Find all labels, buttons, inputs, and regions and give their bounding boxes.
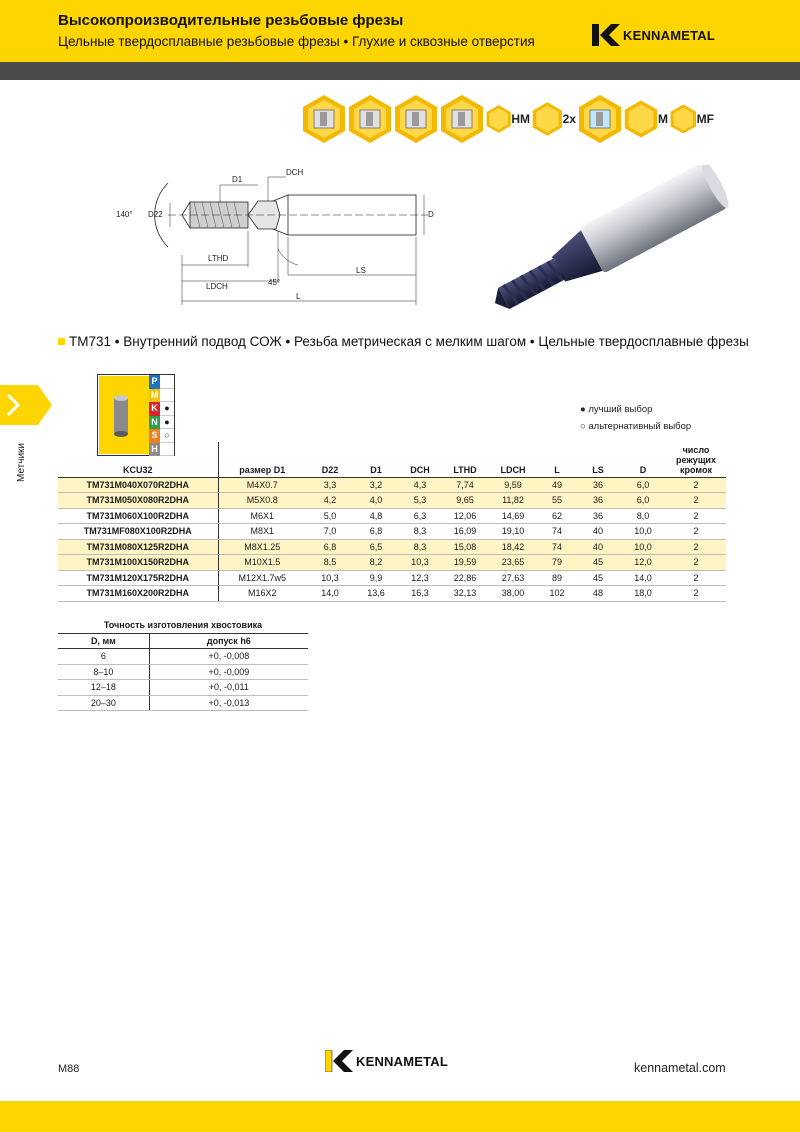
table-cell: 9,65 <box>442 493 488 509</box>
tolerance-header: D, мм <box>58 634 149 649</box>
table-cell: 8,2 <box>354 555 398 571</box>
label-d22: D22 <box>148 210 163 219</box>
section-title-text: TM731 • Внутренний подвод СОЖ • Резьба метрическая с мелким шагом • Цельные твердосплавные фрезы <box>69 334 749 349</box>
table-cell: 19,10 <box>488 524 538 540</box>
tolerance-row <box>58 695 308 711</box>
side-tab-arrow <box>0 385 52 425</box>
side-label: Метчики <box>16 442 27 482</box>
label-ls: LS <box>356 266 366 275</box>
brand-name: KENNAMETAL <box>623 27 716 43</box>
table-cell: 55 <box>538 493 576 509</box>
tolerance-cell: 20–30 <box>58 695 149 711</box>
tolerance-row <box>58 664 308 680</box>
legend-best-text: лучший выбор <box>588 404 653 415</box>
column-header: D22 <box>306 442 354 477</box>
table-cell: 16,3 <box>398 586 442 602</box>
material-mark: ○ <box>160 429 174 443</box>
table-cell: 7,74 <box>442 477 488 493</box>
table-cell: 79 <box>538 555 576 571</box>
table-cell: 14,0 <box>620 570 666 586</box>
label-45: 45° <box>268 278 281 287</box>
table-cell: 9,9 <box>354 570 398 586</box>
material-letter: H <box>149 443 160 457</box>
section-bullet <box>58 338 65 345</box>
page-subtitle: Цельные твердосплавные резьбовые фрезы • Глухие и сквозные отверстия <box>58 34 535 49</box>
table-row <box>58 586 726 602</box>
table-cell: 40 <box>576 539 620 555</box>
table-cell: 2 <box>666 508 726 524</box>
product-code: TM731MF080X100R2DHA <box>58 524 218 540</box>
kennametal-k-icon <box>325 1050 353 1072</box>
header-bar <box>0 62 800 80</box>
table-cell: 3,2 <box>354 477 398 493</box>
table-cell: 6,8 <box>306 539 354 555</box>
table-cell: 5,0 <box>306 508 354 524</box>
table-row <box>58 539 726 555</box>
table-cell: 36 <box>576 493 620 509</box>
table-cell: 45 <box>576 555 620 571</box>
table-cell: 45 <box>576 570 620 586</box>
table-cell: M16X2 <box>218 586 306 602</box>
table-cell: 4,0 <box>354 493 398 509</box>
thread-profile-icon <box>440 94 484 144</box>
legend-alternative-text: альтернативный выбор <box>588 421 692 432</box>
hex-label: MF <box>696 112 714 126</box>
table-cell: 9,59 <box>488 477 538 493</box>
table-cell: 36 <box>576 477 620 493</box>
table-cell: 6,0 <box>620 493 666 509</box>
table-cell: 10,3 <box>398 555 442 571</box>
m-icon <box>624 94 668 144</box>
tolerance-row <box>58 649 308 665</box>
table-cell: 8,3 <box>398 524 442 540</box>
hex-label: HM <box>511 112 530 126</box>
label-dch: DCH <box>286 168 304 177</box>
table-row <box>58 524 726 540</box>
website-link[interactable]: kennametal.com <box>634 1061 726 1075</box>
column-header: LS <box>576 442 620 477</box>
table-cell: 36 <box>576 508 620 524</box>
table-cell: 8,5 <box>306 555 354 571</box>
label-l: L <box>296 292 301 301</box>
tolerance-cell: +0, -0,009 <box>149 664 308 680</box>
blind-hole-icon <box>302 94 346 144</box>
table-row <box>58 477 726 493</box>
table-cell: 40 <box>576 524 620 540</box>
application-icon-row <box>302 94 714 144</box>
column-header: KCU32 <box>58 442 218 477</box>
table-cell: 14,69 <box>488 508 538 524</box>
column-header: L <box>538 442 576 477</box>
table-cell: 4,8 <box>354 508 398 524</box>
material-mark <box>160 389 174 403</box>
label-lthd: LTHD <box>208 254 229 263</box>
table-cell: 11,82 <box>488 493 538 509</box>
tolerance-cell: 12–18 <box>58 680 149 696</box>
tolerance-cell: +0, -0,011 <box>149 680 308 696</box>
tolerance-row <box>58 680 308 696</box>
table-cell: 10,0 <box>620 524 666 540</box>
table-cell: 14,0 <box>306 586 354 602</box>
label-angle: 140° <box>116 210 133 219</box>
label-ldch: LDCH <box>206 282 228 291</box>
table-cell: 19,59 <box>442 555 488 571</box>
product-code: TM731M120X175R2DHA <box>58 570 218 586</box>
table-cell: 7,0 <box>306 524 354 540</box>
table-cell: 12,0 <box>620 555 666 571</box>
table-cell: M5X0.8 <box>218 493 306 509</box>
technical-drawing <box>108 165 438 315</box>
table-cell: 2 <box>666 555 726 571</box>
table-cell: 8,0 <box>620 508 666 524</box>
footer-brand-name: KENNAMETAL <box>356 1053 449 1069</box>
table-cell: 10,3 <box>306 570 354 586</box>
table-cell: 2 <box>666 570 726 586</box>
tolerance-caption: Точность изготовления хвостовика <box>103 620 263 630</box>
hex-label: 2x <box>562 112 576 126</box>
material-letter: S <box>149 429 160 443</box>
tolerance-cell: 8–10 <box>58 664 149 680</box>
through-hole-icon <box>348 94 392 144</box>
product-table <box>58 442 726 602</box>
column-header: число режущих кромок <box>666 442 726 477</box>
table-cell: 2 <box>666 493 726 509</box>
internal-thread-icon <box>394 94 438 144</box>
table-cell: 3,3 <box>306 477 354 493</box>
column-header: DCH <box>398 442 442 477</box>
product-code: TM731M100X150R2DHA <box>58 555 218 571</box>
table-cell: 102 <box>538 586 576 602</box>
material-letter: P <box>149 375 160 389</box>
table-cell: 2 <box>666 539 726 555</box>
table-cell: M12X1.7w5 <box>218 570 306 586</box>
hex-label: M <box>658 112 668 126</box>
tolerance-cell: +0, -0,013 <box>149 695 308 711</box>
table-row <box>58 493 726 509</box>
table-cell: 74 <box>538 524 576 540</box>
table-cell: 6,0 <box>620 477 666 493</box>
hm-icon <box>486 94 530 144</box>
section-title <box>58 334 749 349</box>
table-cell: 2 <box>666 477 726 493</box>
column-header: D <box>620 442 666 477</box>
table-cell: 49 <box>538 477 576 493</box>
page-title: Высокопроизводительные резьбовые фрезы <box>58 12 404 29</box>
column-header: LDCH <box>488 442 538 477</box>
table-cell: 32,13 <box>442 586 488 602</box>
footer-logo <box>325 1050 448 1072</box>
table-cell: 38,00 <box>488 586 538 602</box>
table-cell: 2 <box>666 586 726 602</box>
label-d1: D1 <box>232 175 243 184</box>
material-mark: ● <box>160 416 174 430</box>
table-cell: 6,8 <box>354 524 398 540</box>
table-cell: 18,42 <box>488 539 538 555</box>
table-cell: 13,6 <box>354 586 398 602</box>
legend-alternative: ○ альтернативный выбор <box>580 421 692 432</box>
table-cell: 10,0 <box>620 539 666 555</box>
mf-icon <box>670 94 714 144</box>
table-cell: M8X1.25 <box>218 539 306 555</box>
product-code: TM731M050X080R2DHA <box>58 493 218 509</box>
table-cell: 18,0 <box>620 586 666 602</box>
table-cell: 74 <box>538 539 576 555</box>
table-cell: 22,86 <box>442 570 488 586</box>
tolerance-header: допуск h6 <box>149 634 308 649</box>
table-cell: 6,3 <box>398 508 442 524</box>
table-cell: 15,08 <box>442 539 488 555</box>
table-row <box>58 570 726 586</box>
tolerance-cell: +0, -0,008 <box>149 649 308 665</box>
material-mark: ● <box>160 402 174 416</box>
table-cell: 5,3 <box>398 493 442 509</box>
table-cell: 4,2 <box>306 493 354 509</box>
table-cell: M4X0.7 <box>218 477 306 493</box>
table-cell: 16,09 <box>442 524 488 540</box>
table-cell: M10X1.5 <box>218 555 306 571</box>
legend-best: ● лучший выбор <box>580 404 653 415</box>
table-row <box>58 508 726 524</box>
kennametal-k-icon <box>592 24 620 46</box>
table-cell: M8X1 <box>218 524 306 540</box>
table-row <box>58 555 726 571</box>
page-footer-bar <box>0 1101 800 1132</box>
product-code: TM731M080X125R2DHA <box>58 539 218 555</box>
material-mark <box>160 375 174 389</box>
tolerance-cell: 6 <box>58 649 149 665</box>
column-header: размер D1 <box>218 442 306 477</box>
table-cell: 27,63 <box>488 570 538 586</box>
brand-logo <box>592 24 715 46</box>
table-cell: 23,65 <box>488 555 538 571</box>
table-cell: M6X1 <box>218 508 306 524</box>
table-cell: 2 <box>666 524 726 540</box>
material-letter: M <box>149 389 160 403</box>
material-letter: N <box>149 416 160 430</box>
product-code: TM731M040X070R2DHA <box>58 477 218 493</box>
table-cell: 89 <box>538 570 576 586</box>
tolerance-table <box>58 620 308 711</box>
table-cell: 12,06 <box>442 508 488 524</box>
material-letter: K <box>149 402 160 416</box>
page-header <box>0 0 800 62</box>
table-cell: 48 <box>576 586 620 602</box>
table-cell: 62 <box>538 508 576 524</box>
product-photo <box>470 165 740 315</box>
label-d: D <box>428 210 434 219</box>
column-header: D1 <box>354 442 398 477</box>
product-code: TM731M160X200R2DHA <box>58 586 218 602</box>
coolant-icon <box>578 94 622 144</box>
table-cell: 6,5 <box>354 539 398 555</box>
table-cell: 4,3 <box>398 477 442 493</box>
2x-icon <box>532 94 576 144</box>
table-cell: 8,3 <box>398 539 442 555</box>
table-cell: 12,3 <box>398 570 442 586</box>
product-code: TM731M060X100R2DHA <box>58 508 218 524</box>
page-number: M88 <box>58 1063 80 1075</box>
column-header: LTHD <box>442 442 488 477</box>
legend <box>580 401 691 435</box>
